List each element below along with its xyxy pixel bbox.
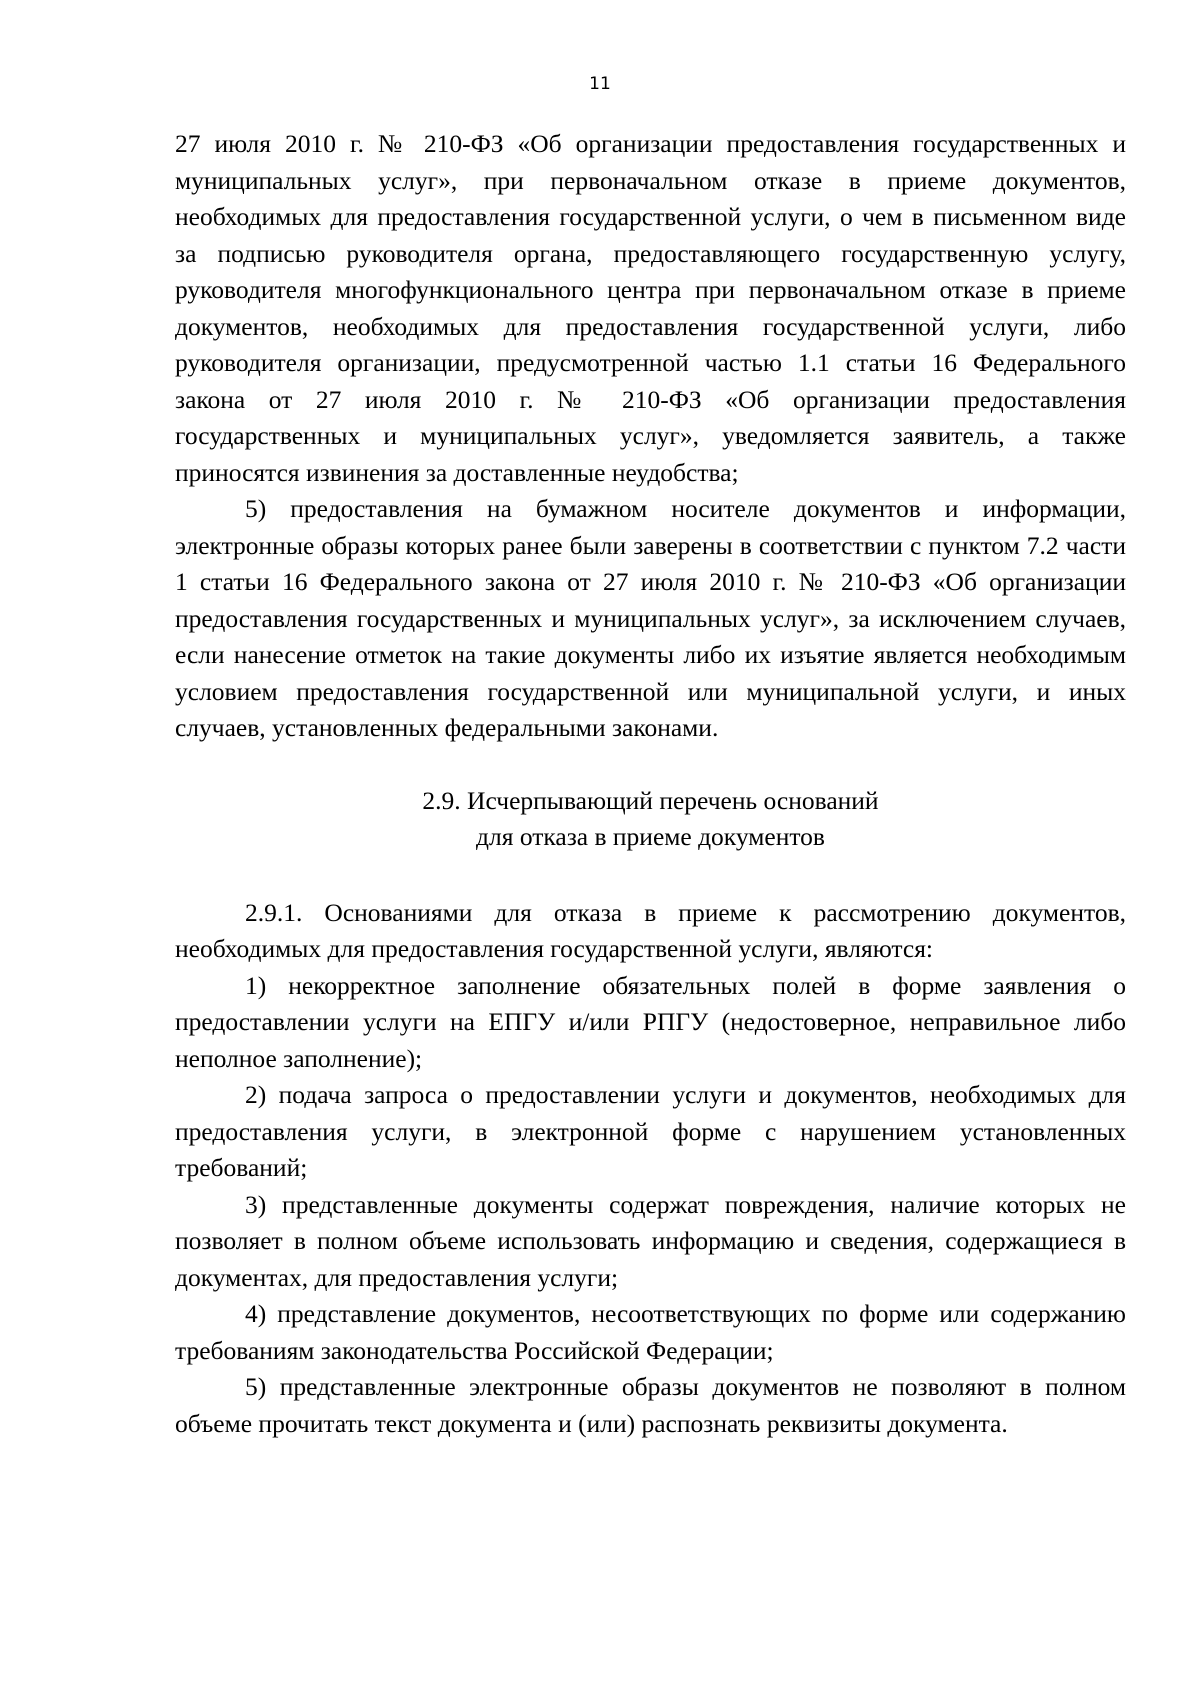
section-heading-line-2: для отказа в приеме документов [476, 822, 825, 851]
list-item-5-paper-documents: 5) предоставления на бумажном носителе документов и информации, электронные образы которых ранее были заверены в соответствии с пунктом 7.2 части 1 статьи 16 Федерального закона от 27 июля 2010 г. № 210-ФЗ «Об организации предоставления государственных и муниципальных услуг», за исключением случаев, если нанесение отметок на такие документы либо их изъятие является необходимым условием предоставления государственной или муниципальной услуги, и иных случаев, установленных федеральными законами. [175, 494, 1126, 742]
section-heading [175, 783, 1126, 856]
page-number: 11 [589, 74, 611, 94]
ground-item-3: 3) представленные документы содержат повреждения, наличие которых не позволяет в полном объеме использовать информацию и сведения, содержащиеся в документах, для предоставления услуги; [175, 1189, 1126, 1292]
ground-item-2: 2) подача запроса о предоставлении услуги и документов, необходимых для предоставления услуги, в электронной форме с нарушением установленных требований; [175, 1080, 1126, 1182]
ground-item-5: 5) представленные электронные образы документов не позволяют в полном объеме прочитать текст документа и (или) распознать реквизиты документа. [175, 1372, 1126, 1438]
section-intro-paragraph: 2.9.1. Основаниями для отказа в приеме к рассмотрению документов, необходимых для предоставления государственной услуги, являются: [175, 897, 1126, 963]
ground-item-4: 4) представление документов, несоответствующих по форме или содержанию требованиям законодательства Российской Федерации; [175, 1299, 1126, 1365]
ground-item-1: 1) некорректное заполнение обязательных полей в форме заявления о предоставлении услуги на ЕПГУ и/или РПГУ (недостоверное, неправильное либо неполное заполнение); [175, 970, 1126, 1073]
continuation-paragraph: 27 июля 2010 г. № 210-ФЗ «Об организации предоставления государственных и муниципальных услуг», при первоначальном отказе в приеме документов, необходимых для предоставления государственной услуги, о чем в письменном виде за подписью руководителя органа, предоставляющего государственную услугу, руководителя многофункционального центра при первоначальном отказе в приеме документов, необходимых для предоставления государственной услуги, либо руководителя организации, предусмотренной частью 1.1 статьи 16 Федерального закона от 27 июля 2010 г. № 210-ФЗ «Об организации предоставления государственных и муниципальных услуг», уведомляется заявитель, а также приносятся извинения за доставленные неудобства; [175, 129, 1126, 487]
section-heading-line-1: 2.9. Исчерпывающий перечень оснований [422, 785, 879, 815]
document-body [175, 126, 1126, 1442]
